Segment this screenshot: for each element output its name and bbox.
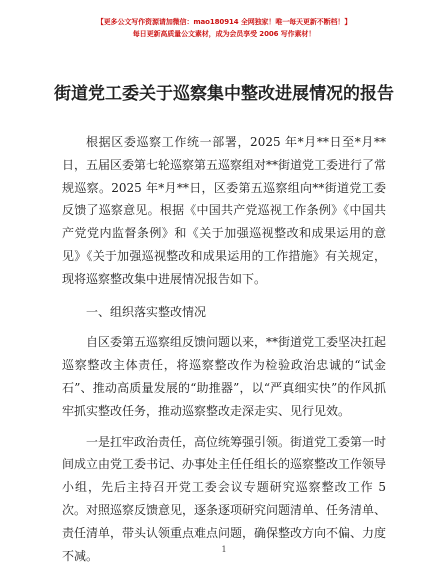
page-number: 1 [221, 545, 227, 554]
intro-paragraph: 根据区委巡察工作统一部署，2025 年*月**日至*月**日，五届区委第七轮巡察第五巡察组对**街道党工委进行了常规巡察。2025 年*月**日，区委第五巡察组向**街道党工委反馈了巡察意见。根据《中国共产党巡视工作条例》《中国共产党党内监督条例》和《关于加强巡视整改和成果运用的意见》《关于加强巡视整改和成果运用的工作措施》有关规定，现将巡察整改集中进展情况报告如下。 [62, 135, 387, 286]
document-title: 街道党工委关于巡察集中整改进展情况的报告 [54, 84, 394, 104]
promo-banner-line-2: 每日更新高质量公文素材，成为会员享受 2006 写作素材！ [132, 30, 316, 38]
body-paragraph: 自区委第五巡察组反馈问题以来，**街道党工委坚决扛起巡察整改主体责任，将巡察整改作为检验政治忠诚的“试金石”、推动高质量发展的“助推器”，以“严真细实快”的作风抓牢抓实整改任务，推动巡察整改走深走实、见行见效。 [62, 335, 387, 418]
body-paragraph: 一是扛牢政治责任，高位统筹强引领。街道党工委第一时间成立由党工委书记、办事处主任任组长的巡察整改工作领导小组，先后主持召开党工委会议专题研究巡察整改工作 5 次。对照巡察反馈意见，逐条逐项研究问题清单、任务清单、责任清单，带头认领重点难点问题，确保整改方向不偏、力度不减。 [62, 434, 387, 563]
document-body [62, 131, 386, 577]
section-heading: 一、组织落实整改情况 [86, 304, 207, 319]
promo-banner-line-1: 【更多公文写作资源请加微信：mao180914 全网独家！唯一每天更新不断档！】 [96, 18, 352, 26]
